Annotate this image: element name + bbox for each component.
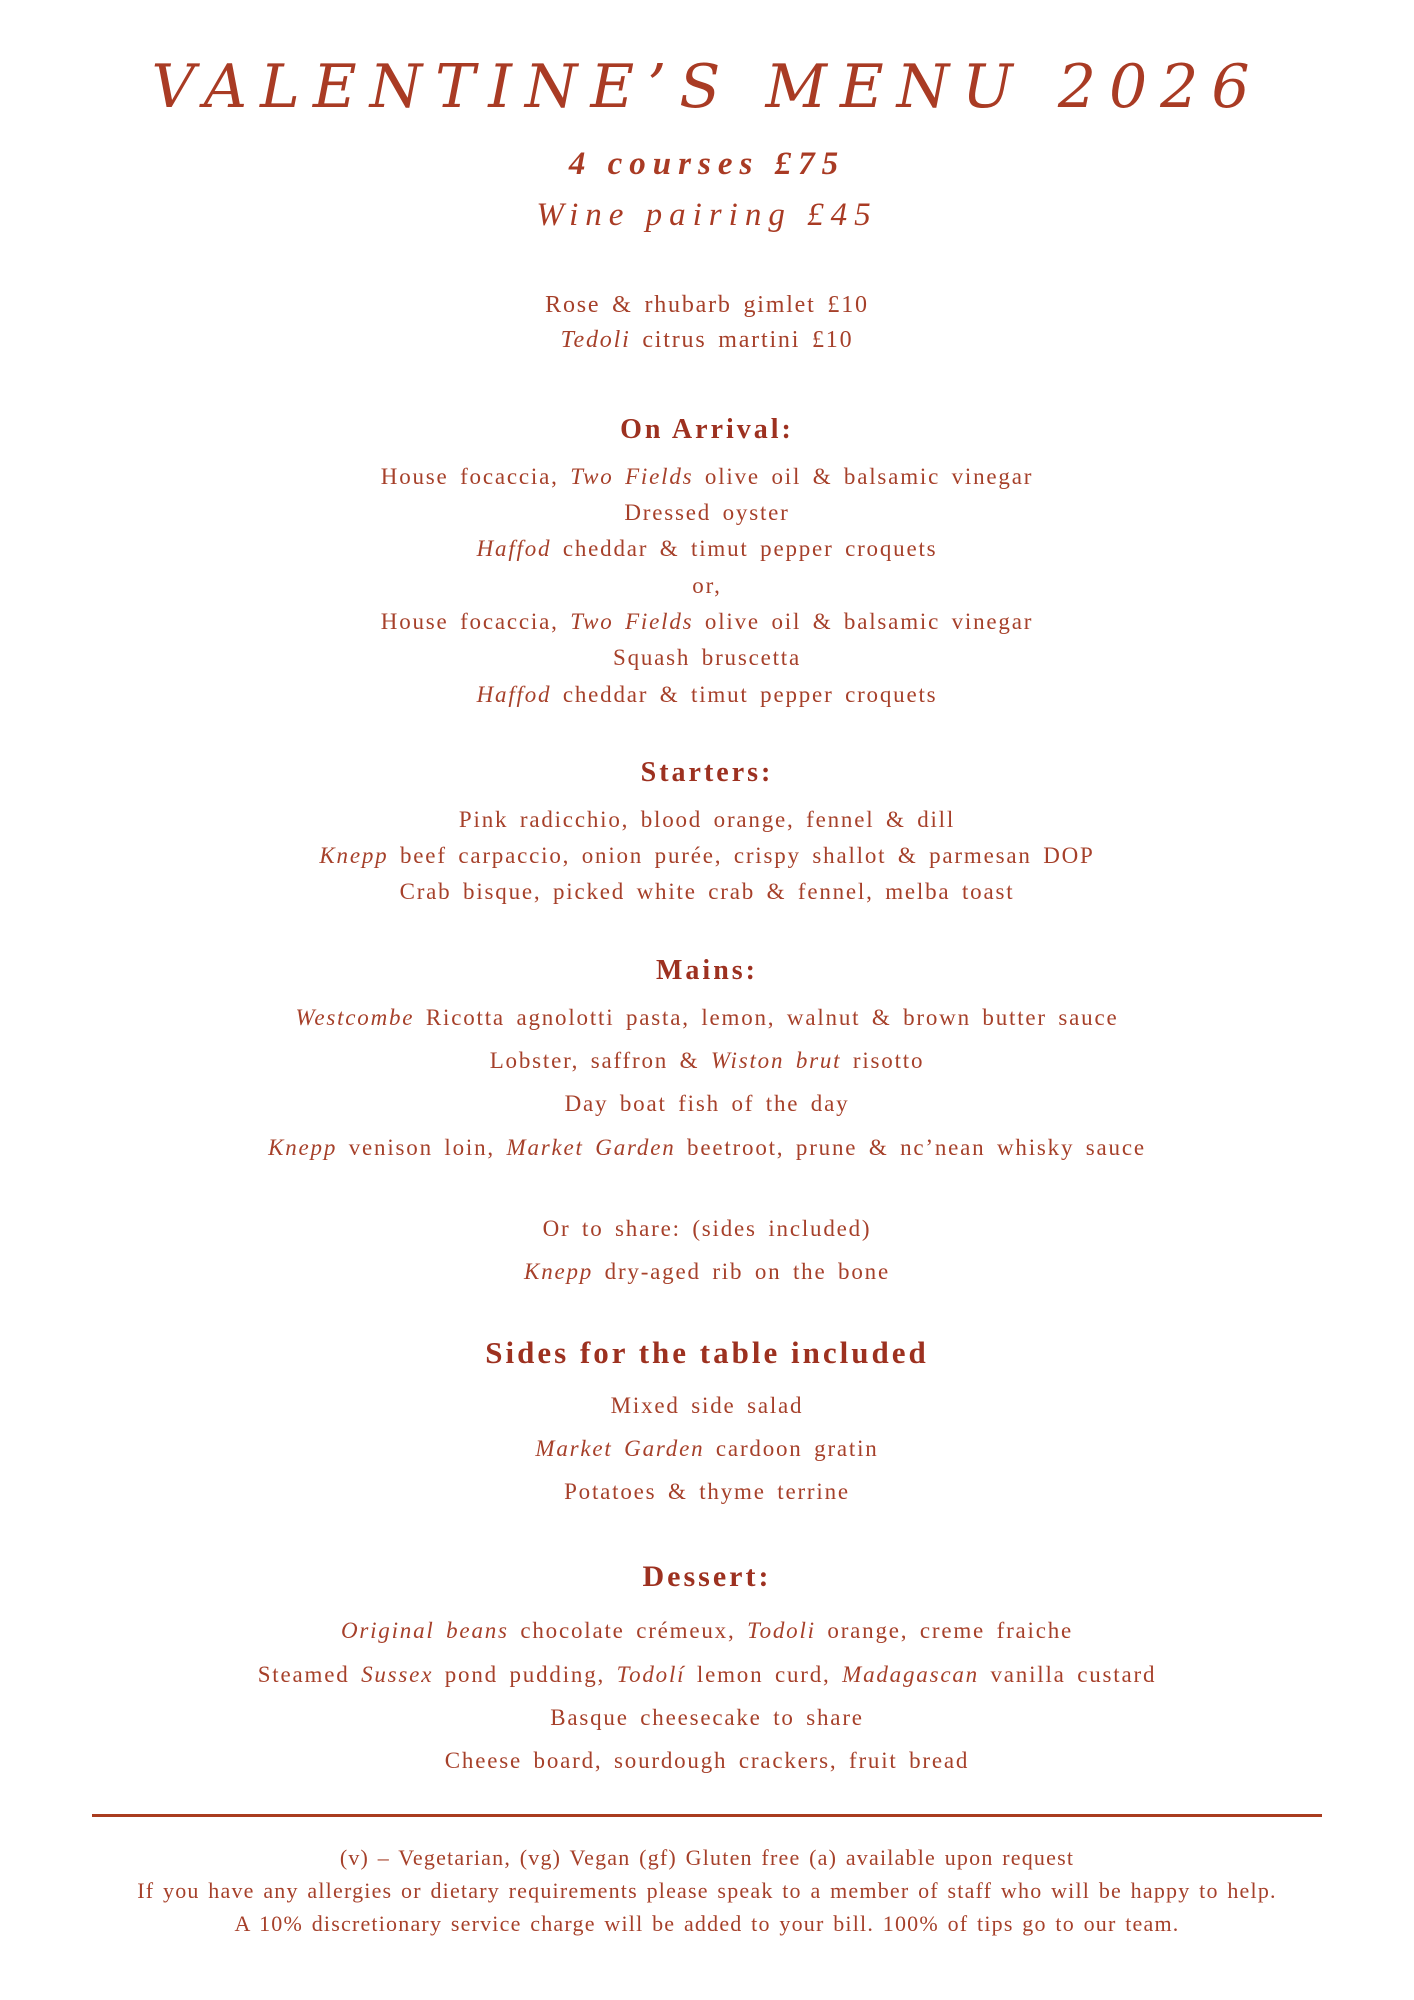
dish-text: vanilla custard (978, 1661, 1157, 1687)
producer-name: Tedoli (560, 327, 631, 354)
dish-text: Potatoes & thyme terrine (564, 1479, 850, 1505)
menu-item-line (0, 1705, 1414, 1730)
menu-item-line (0, 1748, 1414, 1773)
menu-item-line (0, 1135, 1414, 1160)
menu-item-line (0, 536, 1414, 561)
dish-text: beef carpaccio, onion purée, crispy shallot & parmesan DOP (388, 843, 1095, 869)
section-heading: Mains: (656, 954, 758, 986)
menu-item-line (0, 1436, 1414, 1461)
dish-text: citrus martini £10 (630, 327, 854, 354)
producer-name: Haffod (476, 536, 552, 562)
menu-item-line (0, 1005, 1414, 1030)
cocktail-item (0, 327, 1414, 353)
cocktail-list (0, 292, 1414, 354)
dish-text: Or to share: (sides included) (542, 1215, 872, 1241)
producer-name: Knepp (319, 843, 389, 869)
footer-note: A 10% discretionary service charge will be added to your bill. 100% of tips go to our team. (234, 1910, 1180, 1936)
dish-text: Basque cheesecake to share (550, 1705, 864, 1731)
menu-item-line (0, 1091, 1414, 1116)
producer-name: Westcombe (295, 1004, 415, 1030)
producer-name: Wiston brut (710, 1048, 842, 1074)
section-heading: Starters: (640, 756, 774, 788)
dish-text: cardoon gratin (704, 1435, 879, 1461)
section-heading: On Arrival: (620, 413, 794, 445)
menu-item-line (0, 1393, 1414, 1418)
producer-name: Two Fields (570, 608, 694, 634)
menu-section (0, 757, 1414, 905)
producer-name: Haffod (476, 681, 552, 707)
menu-item-line (0, 1216, 1414, 1241)
footer-divider (92, 1814, 1322, 1817)
dish-text: Squash bruscetta (612, 645, 802, 671)
dish-text: venison loin, (337, 1134, 507, 1160)
dish-text: risotto (841, 1048, 925, 1074)
dish-text: House focaccia, (380, 463, 571, 489)
menu-sections (0, 414, 1414, 1774)
menu-section (0, 1335, 1414, 1505)
dish-text: Dressed oyster (624, 500, 790, 526)
dish-text: Ricotta agnolotti pasta, lemon, walnut & brown butter sauce (414, 1004, 1119, 1030)
menu-item-line (0, 1662, 1414, 1687)
menu-item-line (0, 843, 1414, 868)
menu-header (0, 52, 1414, 234)
dish-text: orange, creme fraiche (815, 1618, 1074, 1644)
menu-item-line (0, 645, 1414, 670)
menu-item-line (0, 807, 1414, 832)
dish-text: beetroot, prune & nc’nean whisky sauce (675, 1134, 1146, 1160)
dish-text: or, (692, 572, 722, 598)
menu-item-line (0, 1048, 1414, 1073)
footer-notes (0, 1841, 1414, 1940)
menu-item-line (0, 1479, 1414, 1504)
dish-text: Lobster, saffron & (489, 1048, 711, 1074)
dish-text: pond pudding, (433, 1661, 617, 1687)
wine-pairing-line: Wine pairing £45 (536, 197, 878, 233)
producer-name: Todoli (747, 1618, 816, 1644)
dish-text: olive oil & balsamic vinegar (693, 608, 1034, 634)
dish-text: Day boat fish of the day (564, 1091, 850, 1117)
cocktail-item (0, 292, 1414, 318)
menu-item-line (0, 573, 1414, 598)
dish-text: lemon curd, (685, 1661, 843, 1687)
producer-name: Market Garden (506, 1134, 676, 1160)
dish-text: dry-aged rib on the bone (593, 1259, 890, 1285)
producer-name: Knepp (524, 1259, 594, 1285)
footer-note: (v) – Vegetarian, (vg) Vegan (gf) Gluten free (a) available upon request (339, 1844, 1075, 1870)
menu-section (0, 414, 1414, 707)
dish-text: chocolate crémeux, (508, 1618, 748, 1644)
menu-title: VALENTINE’S MENU 2026 (151, 52, 1263, 122)
dish-text: olive oil & balsamic vinegar (693, 463, 1034, 489)
footer-note: If you have any allergies or dietary requirements please speak to a member of staff who will be happy to help. (137, 1877, 1277, 1903)
dish-text: Steamed (257, 1661, 362, 1687)
menu-item-line (0, 500, 1414, 525)
producer-name: Two Fields (570, 463, 694, 489)
menu-item-line (0, 1618, 1414, 1643)
dish-text: cheddar & timut pepper croquets (551, 536, 938, 562)
producer-name: Knepp (268, 1134, 338, 1160)
section-heading: Sides for the table included (485, 1334, 929, 1370)
producer-name: Madagascan (842, 1661, 979, 1687)
menu-item-line (0, 464, 1414, 489)
menu-item-line (0, 682, 1414, 707)
dish-text: cheddar & timut pepper croquets (551, 681, 938, 707)
menu-section (0, 1560, 1414, 1773)
courses-price-line: 4 courses £75 (568, 146, 846, 182)
dish-text: Rose & rhubarb gimlet £10 (545, 292, 869, 318)
dish-text: Crab bisque, picked white crab & fennel, melba toast (399, 879, 1015, 905)
menu-item-line (0, 609, 1414, 634)
menu-item-line (0, 879, 1414, 904)
producer-name: Sussex (361, 1661, 434, 1687)
dish-text: Mixed side salad (610, 1392, 804, 1418)
producer-name: Original beans (340, 1618, 509, 1644)
section-heading: Dessert: (642, 1560, 772, 1594)
dish-text: House focaccia, (380, 608, 571, 634)
producer-name: Market Garden (535, 1435, 705, 1461)
menu-item-line (0, 1259, 1414, 1284)
dish-text: Cheese board, sourdough crackers, fruit bread (444, 1748, 970, 1774)
dish-text: Pink radicchio, blood orange, fennel & dill (458, 806, 956, 832)
menu-section (0, 955, 1414, 1285)
producer-name: Todolí (616, 1661, 686, 1687)
